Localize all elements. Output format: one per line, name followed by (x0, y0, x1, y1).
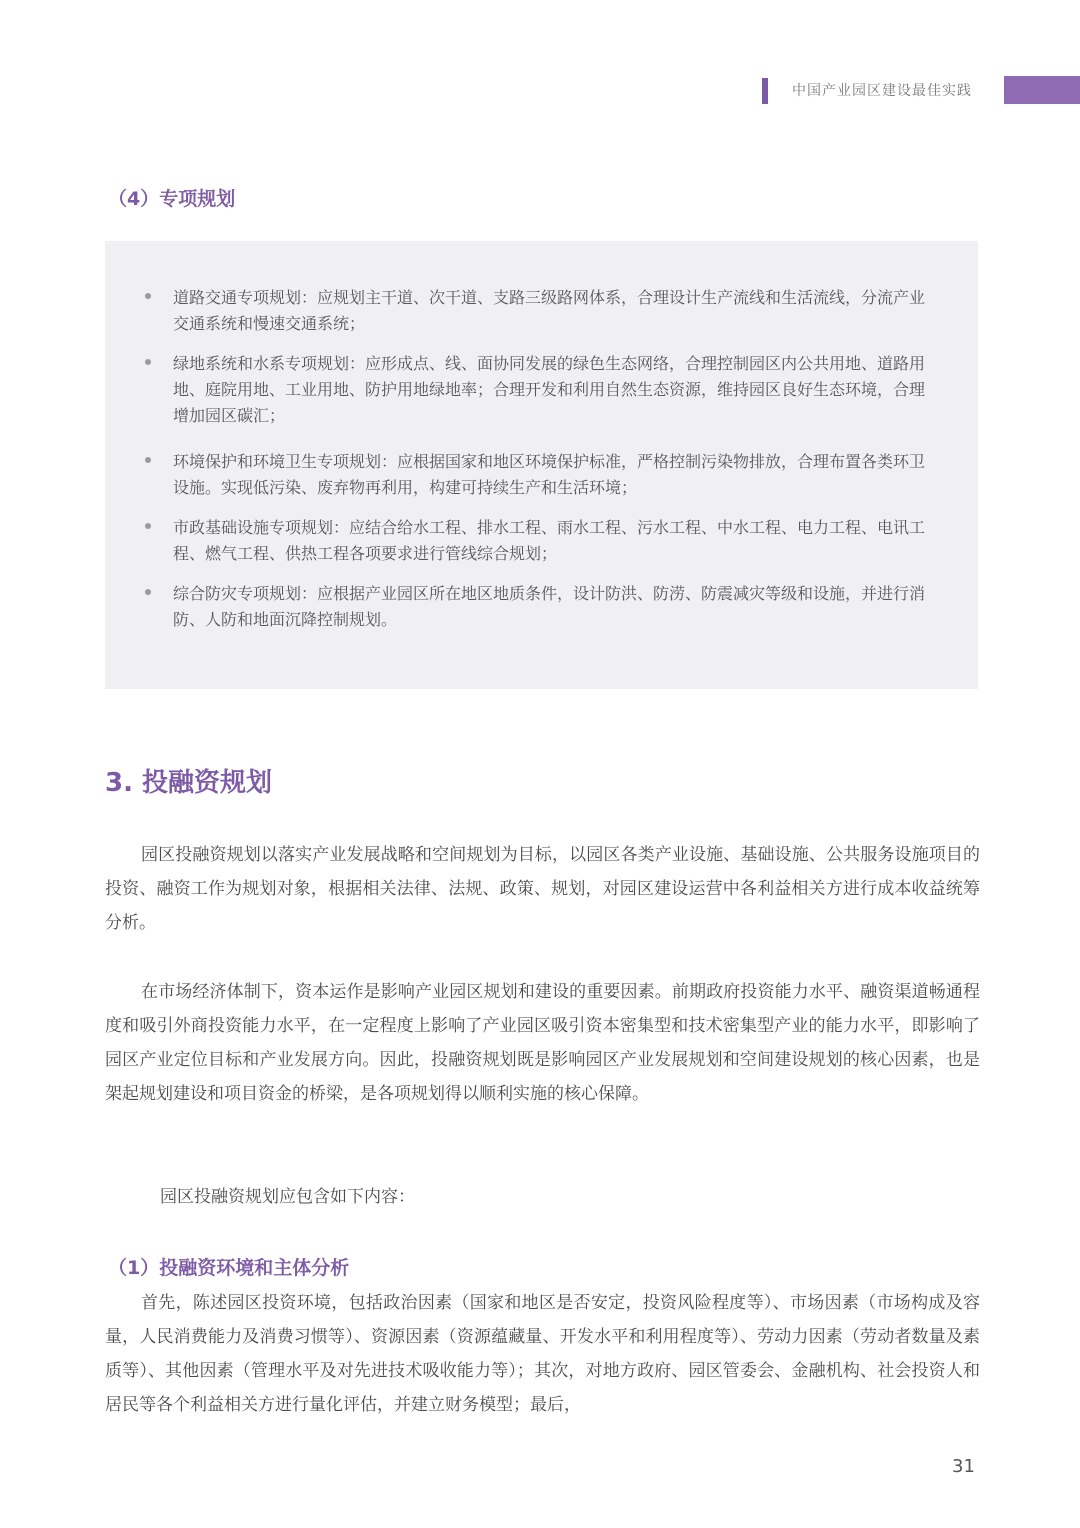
section-title: 3. 投融资规划 (105, 768, 273, 798)
bullet-dot-icon (145, 457, 151, 463)
paragraph: 园区投融资规划以落实产业发展战略和空间规划为目标，以园区各类产业设施、基础设施、公共服务设施项目的投资、融资工作为规划对象，根据相关法律、法规、政策、规划，对园区建设运营中各利益相关方进行成本收益统筹分析。 (105, 845, 980, 933)
header-color-block (1004, 76, 1080, 104)
running-header-title: 中国产业园区建设最佳实践 (792, 83, 972, 99)
bullet-dot-icon (145, 589, 151, 595)
list-item: 综合防灾专项规划：应根据产业园区所在地区地质条件，设计防洪、防涝、防震减灾等级和设施，并进行消防、人防和地面沉降控制规划。 (145, 581, 925, 633)
bullet-dot-icon (145, 523, 151, 529)
paragraph: 首先，陈述园区投资环境，包括政治因素（国家和地区是否安定，投资风险程度等）、市场因素（市场构成及容量，人民消费能力及消费习惯等）、资源因素（资源蕴藏量、开发水平和利用程度等）、劳动力因素（劳动者数量及素质等）、其他因素（管理水平及对先进技术吸收能力等）；其次，对地方政府、园区管委会、金融机构、社会投资人和居民等各个利益相关方进行量化评估，并建立财务模型；最后， (105, 1293, 980, 1415)
investment-sub-heading: （1）投融资环境和主体分析 (108, 1257, 350, 1279)
bullet-dot-icon (145, 293, 151, 299)
special-planning-box (105, 241, 978, 689)
bullet-dot-icon (145, 359, 151, 365)
paragraph: 园区投融资规划应包含如下内容： (160, 1187, 415, 1207)
page-number: 31 (952, 1456, 975, 1477)
special-planning-heading: （4）专项规划 (108, 188, 236, 210)
list-item: 道路交通专项规划：应规划主干道、次干道、支路三级路网体系，合理设计生产流线和生活流线，分流产业交通系统和慢速交通系统； (145, 285, 925, 337)
list-item: 环境保护和环境卫生专项规划：应根据国家和地区环境保护标准，严格控制污染物排放，合理布置各类环卫设施。实现低污染、废弃物再利用，构建可持续生产和生活环境； (145, 449, 925, 501)
list-item: 绿地系统和水系专项规划：应形成点、线、面协同发展的绿色生态网络，合理控制园区内公共用地、道路用地、庭院用地、工业用地、防护用地绿地率；合理开发和利用自然生态资源，维持园区良好生态环境，合理增加园区碳汇； (145, 351, 925, 429)
paragraph: 在市场经济体制下，资本运作是影响产业园区规划和建设的重要因素。前期政府投资能力水平、融资渠道畅通程度和吸引外商投资能力水平，在一定程度上影响了产业园区吸引资本密集型和技术密集型产业的能力水平，即影响了园区产业定位目标和产业发展方向。因此，投融资规划既是影响园区产业发展规划和空间建设规划的核心因素，也是架起规划建设和项目资金的桥梁，是各项规划得以顺利实施的核心保障。 (105, 982, 980, 1104)
list-item: 市政基础设施专项规划：应结合给水工程、排水工程、雨水工程、污水工程、中水工程、电力工程、电讯工程、燃气工程、供热工程各项要求进行管线综合规划； (145, 515, 925, 567)
header-accent-bar (762, 78, 768, 104)
